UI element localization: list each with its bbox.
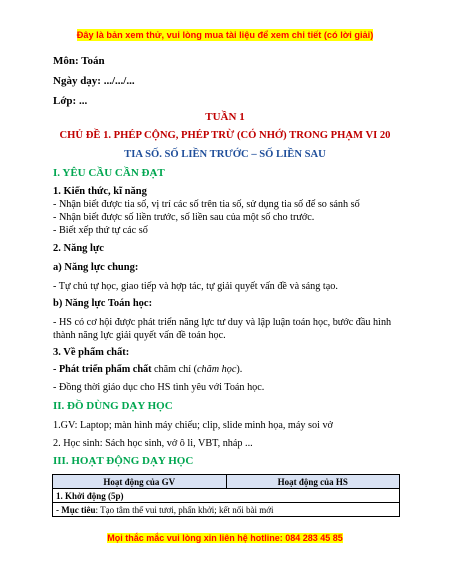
column-header-student: Hoạt động của HS <box>226 475 400 489</box>
topic-title: CHỦ ĐỀ 1. PHÉP CỘNG, PHÉP TRỪ (CÓ NHỚ) TRONG PHẠM VI 20 <box>59 130 391 141</box>
activity-table <box>52 474 400 517</box>
math-competence-text: - HS có cơ hội được phát triển năng lực tư duy và lập luận toán học, bước đầu hình thành năng lực giải quyết vấn đề toán học. <box>53 317 392 341</box>
class-line: Lớp: ... <box>53 95 88 107</box>
objective-label: - Mục tiêu <box>56 504 96 515</box>
table-row <box>53 503 400 517</box>
section-1-heading: I. YÊU CẦU CẦN ĐẠT <box>53 167 165 179</box>
quality-text <box>53 363 403 376</box>
quality-rest: chăm chỉ ( <box>151 364 198 375</box>
date-line: Ngày dạy: .../.../... <box>53 75 135 87</box>
knowledge-item: - Nhận biết được tia số, vị trí các số trên tia số, sử dụng tia số để so sánh số <box>53 199 360 210</box>
hotline-footer <box>0 533 450 543</box>
subject-line: Môn: Toán <box>53 55 105 67</box>
quality-end: ). <box>236 364 243 375</box>
preview-banner <box>0 25 450 43</box>
preview-banner-text: Đây là bản xem thử, vui lòng mua tài liệu để xem chi tiết (có lời giải) <box>76 30 374 40</box>
lesson-title: TIA SỐ. SỐ LIỀN TRƯỚC – SỐ LIỀN SAU <box>124 149 326 160</box>
knowledge-item: - Nhận biết được số liền trước, số liền sau của một số cho trước. <box>53 212 315 223</box>
general-competence-text: - Tự chủ tự học, giao tiếp và hợp tác, tự giải quyết vấn đề và sáng tạo. <box>53 281 338 292</box>
teacher-materials: 1.GV: Laptop; màn hình máy chiếu; clip, slide minh họa, máy soi vở <box>53 420 333 431</box>
table-row <box>53 489 400 503</box>
week-title: TUẦN 1 <box>205 111 245 123</box>
section-3-heading: III. HOẠT ĐỘNG DẠY HỌC <box>53 455 194 467</box>
math-competence-heading: b) Năng lực Toán học: <box>53 298 153 309</box>
general-competence-heading: a) Năng lực chung: <box>53 262 139 273</box>
quality-text-2: - Đồng thời giáo dục cho HS tình yêu với Toán học. <box>53 382 265 393</box>
column-header-teacher: Hoạt động của GV <box>53 475 227 489</box>
hotline-text: Mọi thắc mắc vui lòng xin liên hệ hotline: 084 283 45 85 <box>107 533 343 543</box>
competence-heading: 2. Năng lực <box>53 243 104 254</box>
quality-bold: - Phát triển phẩm chất <box>53 364 152 375</box>
quality-heading: 3. Về phẩm chất: <box>53 347 130 358</box>
objective-row <box>53 503 400 517</box>
objective-text: : Tạo tâm thế vui tươi, phấn khởi; kết nối bài mới <box>95 504 274 515</box>
knowledge-item: - Biết xếp thứ tự các số <box>53 225 148 236</box>
warmup-row: 1. Khởi động (5p) <box>53 489 400 503</box>
section-2-heading: II. ĐỒ DÙNG DẠY HỌC <box>53 400 173 412</box>
table-header-row <box>53 475 400 489</box>
student-materials: 2. Học sinh: Sách học sinh, vở ô li, VBT, nháp ... <box>53 438 253 449</box>
knowledge-heading: 1. Kiến thức, kĩ năng <box>53 186 147 197</box>
quality-italic: chăm học <box>197 364 237 375</box>
